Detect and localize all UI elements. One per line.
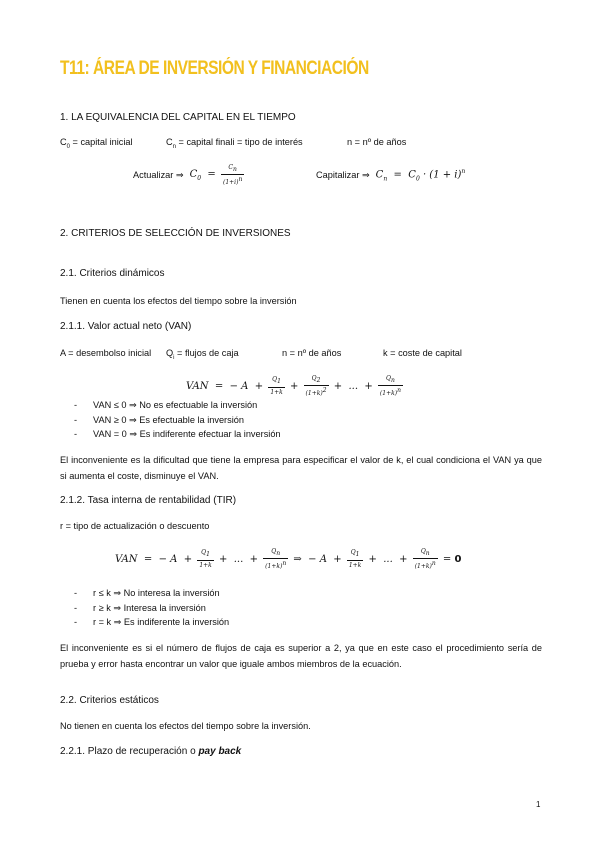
section-2-1-heading: 2.1. Criterios dinámicos xyxy=(60,268,165,279)
van-criteria-list xyxy=(74,398,281,442)
section-2-2-heading: 2.2. Criterios estáticos xyxy=(60,695,159,706)
var-cn: $C_n$ = capital finali = tipo de interés xyxy=(166,137,303,150)
document-title: T11: ÁREA DE INVERSIÓN Y FINANCIACIÓN xyxy=(60,58,369,79)
tir-criteria-list xyxy=(74,586,229,630)
list-item: - VAN ≥ 0 ⇒ Es efectuable la inversión xyxy=(74,414,244,425)
label-actualizar: Actualizar ⇒ xyxy=(133,169,184,180)
van-note: El inconveniente es la dificultad que tiene la empresa para especificar el valor de k, el cual condiciona el VAN ya que si aumenta el coste, disminuye el VAN. xyxy=(60,455,542,481)
section-2-2-1-heading: 2.2.1. Plazo de recuperación o pay back xyxy=(60,746,242,757)
tir-heading: 2.1.2. Tasa interna de rentabilidad (TIR) xyxy=(60,495,237,506)
section-1-heading: 1. LA EQUIVALENCIA DEL CAPITAL EN EL TIEMPO xyxy=(60,112,296,123)
list-item: - r ≤ k ⇒ No interesa la inversión xyxy=(74,588,220,598)
page-number: 1 xyxy=(536,800,541,809)
list-item: - r ≥ k ⇒ Interesa la inversión xyxy=(74,602,206,613)
var-n: n = nº de años xyxy=(347,137,407,147)
label-capitalizar: Capitalizar ⇒ xyxy=(316,169,370,180)
van-formula: VAN = − A + $\frac{Q_1}{1+k}$ + $\frac{Q_2}{(1+k)^2}$ + ... + $\frac{Q_n}{(1+k)^n}$ xyxy=(186,374,401,398)
van-var-a: A = desembolso inicial xyxy=(60,348,152,358)
tir-definition: r = tipo de actualización o descuento xyxy=(60,521,210,531)
list-item: - VAN = 0 ⇒ Es indiferente efectuar la inversión xyxy=(74,429,281,439)
van-heading: 2.1.1. Valor actual neto (VAN) xyxy=(60,321,192,332)
van-var-k: k = coste de capital xyxy=(383,348,462,358)
van-var-q: $Q_i$ = flujos de caja xyxy=(166,348,239,361)
section-2-heading: 2. CRITERIOS DE SELECCIÓN DE INVERSIONES xyxy=(60,228,291,239)
formula-capitalizar: Capitalizar ⇒ $C_n = C_0 \cdot (1 + i)^n$ xyxy=(316,167,466,183)
list-item: - VAN ≤ 0 ⇒ No es efectuable la inversión xyxy=(74,400,258,410)
var-c0: $C_0$ = capital inicial xyxy=(60,137,133,150)
tir-formula: VAN = − A + $\frac{Q_1}{1+k}$ + ... + $\frac{Q_n}{(1+k)^n}$ ⇒ − A + $\frac{Q_1}{1+k}$ + ... + $\frac{Q_n}{(1+k)^n}$ = 0 xyxy=(115,547,462,571)
section-2-1-text: Tienen en cuenta los efectos del tiempo sobre la inversión xyxy=(60,296,297,306)
list-item: - r = k ⇒ Es indiferente la inversión xyxy=(74,617,230,627)
section-2-2-text: No tienen en cuenta los efectos del tiempo sobre la inversión. xyxy=(60,721,311,731)
tir-note: El inconveniente es si el número de flujos de caja es superior a 2, ya que en este caso el procedimiento sería de prueba y error hasta encontrar un valor que iguale ambos miembros de la ecuación. xyxy=(60,643,542,669)
formula-actualizar: Actualizar ⇒ $C_0$ = $\frac{C_n}{(1+i)^n}$ xyxy=(133,163,243,187)
van-var-n: n = nº de años xyxy=(282,348,342,358)
